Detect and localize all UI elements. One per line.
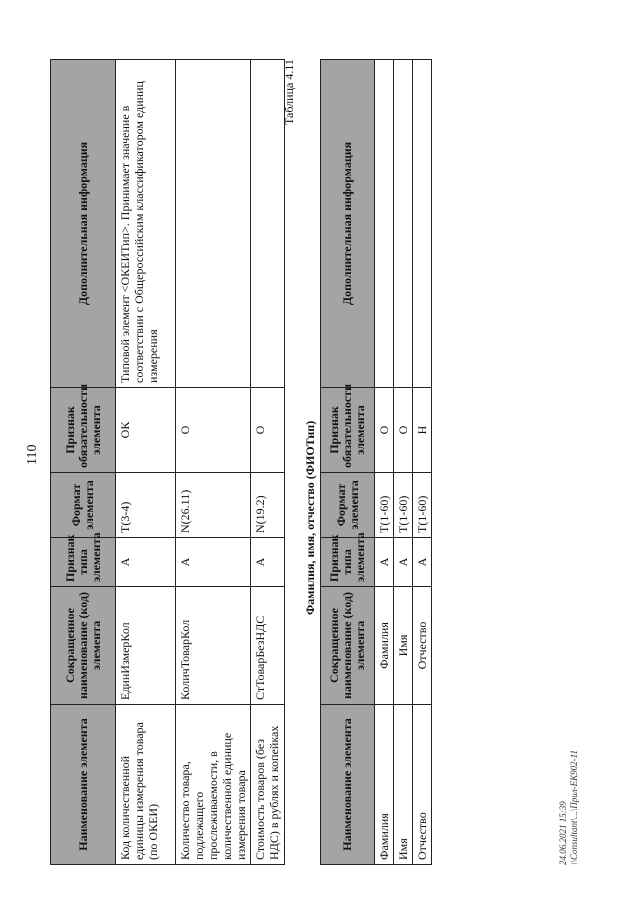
table-header-row — [51, 60, 116, 865]
element-format-cell: T(1-60) — [394, 473, 413, 538]
element-code-cell: ЕдинИзмерКол — [116, 587, 176, 705]
element-name-cell: Фамилия — [375, 705, 394, 865]
element-type-cell: А — [394, 538, 413, 587]
page-number: 110 — [25, 444, 40, 465]
element-required-cell: О — [394, 388, 413, 473]
column-header: Признак типа элемента — [51, 538, 116, 587]
column-header: Признак обязательности элемента — [321, 388, 375, 473]
column-header: Признак обязательности элемента — [51, 388, 116, 473]
table-row — [251, 60, 285, 865]
element-type-cell: А — [176, 538, 251, 587]
column-header: Наименование элемента — [51, 705, 116, 865]
column-header: Наименование элемента — [321, 705, 375, 865]
table-header-row — [321, 60, 375, 865]
table-row — [176, 60, 251, 865]
column-header: Признак типа элемента — [321, 538, 375, 587]
element-required-cell: О — [176, 388, 251, 473]
element-code-cell: КоличТоварКол — [176, 587, 251, 705]
element-format-cell: T(1-60) — [375, 473, 394, 538]
element-info-cell — [251, 60, 285, 388]
table-row — [116, 60, 176, 865]
column-header: Формат элемента — [51, 473, 116, 538]
print-timestamp: 24.06.2021 15:39 — [558, 801, 568, 865]
element-required-cell: О — [251, 388, 285, 473]
print-stamp — [558, 750, 580, 865]
element-required-cell: Н — [413, 388, 432, 473]
element-info-cell — [394, 60, 413, 388]
element-name-cell: Количество товара, подлежащего прослеживаемости, в количественной единице измерения товара — [176, 705, 251, 865]
table-caption: Таблица 4.11 — [282, 59, 296, 125]
element-info-cell: Типовой элемент <ОКЕИТип>. Принимает значение в соответствии с Общероссийским классификатором единиц измерения — [116, 60, 176, 388]
element-format-cell: T(1-60) — [413, 473, 432, 538]
print-path: \\Consultant\...\Прил-ЕК902-11 — [569, 750, 579, 865]
element-type-cell: А — [116, 538, 176, 587]
elements-table-continued — [50, 59, 285, 865]
element-type-cell: А — [413, 538, 432, 587]
element-format-cell: N(26.11) — [176, 473, 251, 538]
column-header: Дополнительная информация — [51, 60, 116, 388]
element-code-cell: Фамилия — [375, 587, 394, 705]
element-required-cell: О — [375, 388, 394, 473]
element-info-cell — [375, 60, 394, 388]
element-code-cell: СтТоварБезНДС — [251, 587, 285, 705]
table-row — [375, 60, 394, 865]
element-name-cell: Код количественной единицы измерения товара (по ОКЕИ) — [116, 705, 176, 865]
column-header: Формат элемента — [321, 473, 375, 538]
column-header: Дополнительная информация — [321, 60, 375, 388]
element-name-cell: Имя — [394, 705, 413, 865]
element-type-cell: А — [251, 538, 285, 587]
element-name-cell: Отчество — [413, 705, 432, 865]
section-title: Фамилия, имя, отчество (ФИОТип) — [303, 420, 317, 615]
column-header: Сокращенное наименование (код) элемента — [51, 587, 116, 705]
element-info-cell — [176, 60, 251, 388]
element-code-cell: Отчество — [413, 587, 432, 705]
fio-table — [320, 59, 432, 865]
element-type-cell: А — [375, 538, 394, 587]
table-row — [413, 60, 432, 865]
element-info-cell — [413, 60, 432, 388]
element-name-cell: Стоимость товаров (без НДС) в рублях и копейках — [251, 705, 285, 865]
element-format-cell: N(19.2) — [251, 473, 285, 538]
element-format-cell: T(3-4) — [116, 473, 176, 538]
element-code-cell: Имя — [394, 587, 413, 705]
column-header: Сокращенное наименование (код) элемента — [321, 587, 375, 705]
element-required-cell: ОК — [116, 388, 176, 473]
table-row — [394, 60, 413, 865]
